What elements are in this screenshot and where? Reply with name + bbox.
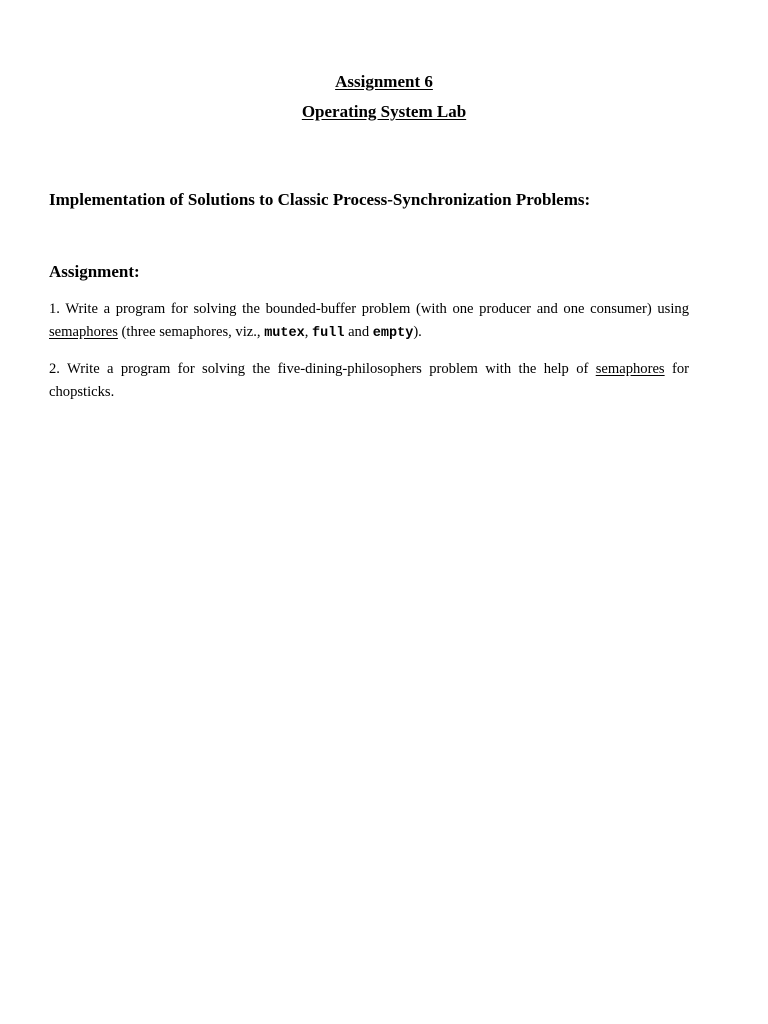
assignment-item-1 xyxy=(49,298,689,345)
item1-text-before: 1. Write a program for solving the bounded-buffer problem (with one producer and one consumer) using xyxy=(49,301,689,317)
document-title: Assignment 6 xyxy=(335,72,433,91)
code-full: full xyxy=(312,326,345,341)
item1-text-middle: (three semaphores, viz., xyxy=(117,324,265,340)
item2-semaphores-term: semaphores xyxy=(595,361,665,377)
item1-text-end: ). xyxy=(413,324,422,340)
item1-separator-2: and xyxy=(344,324,373,340)
item2-text-end: for chopsticks. xyxy=(49,361,690,400)
assignment-heading: Assignment: xyxy=(49,262,140,281)
document-subtitle: Operating System Lab xyxy=(301,102,467,121)
assignment-item-2 xyxy=(49,358,689,404)
item1-semaphores-term: semaphores xyxy=(49,324,118,340)
code-empty: empty xyxy=(372,326,414,341)
item2-text-before: 2. Write a program for solving the five-dining-philosophers problem with the help of xyxy=(49,361,596,377)
item1-separator-1: , xyxy=(304,324,313,340)
code-mutex: mutex xyxy=(264,326,305,341)
section-main-heading: Implementation of Solutions to Classic Process-Synchronization Problems: xyxy=(49,190,591,209)
